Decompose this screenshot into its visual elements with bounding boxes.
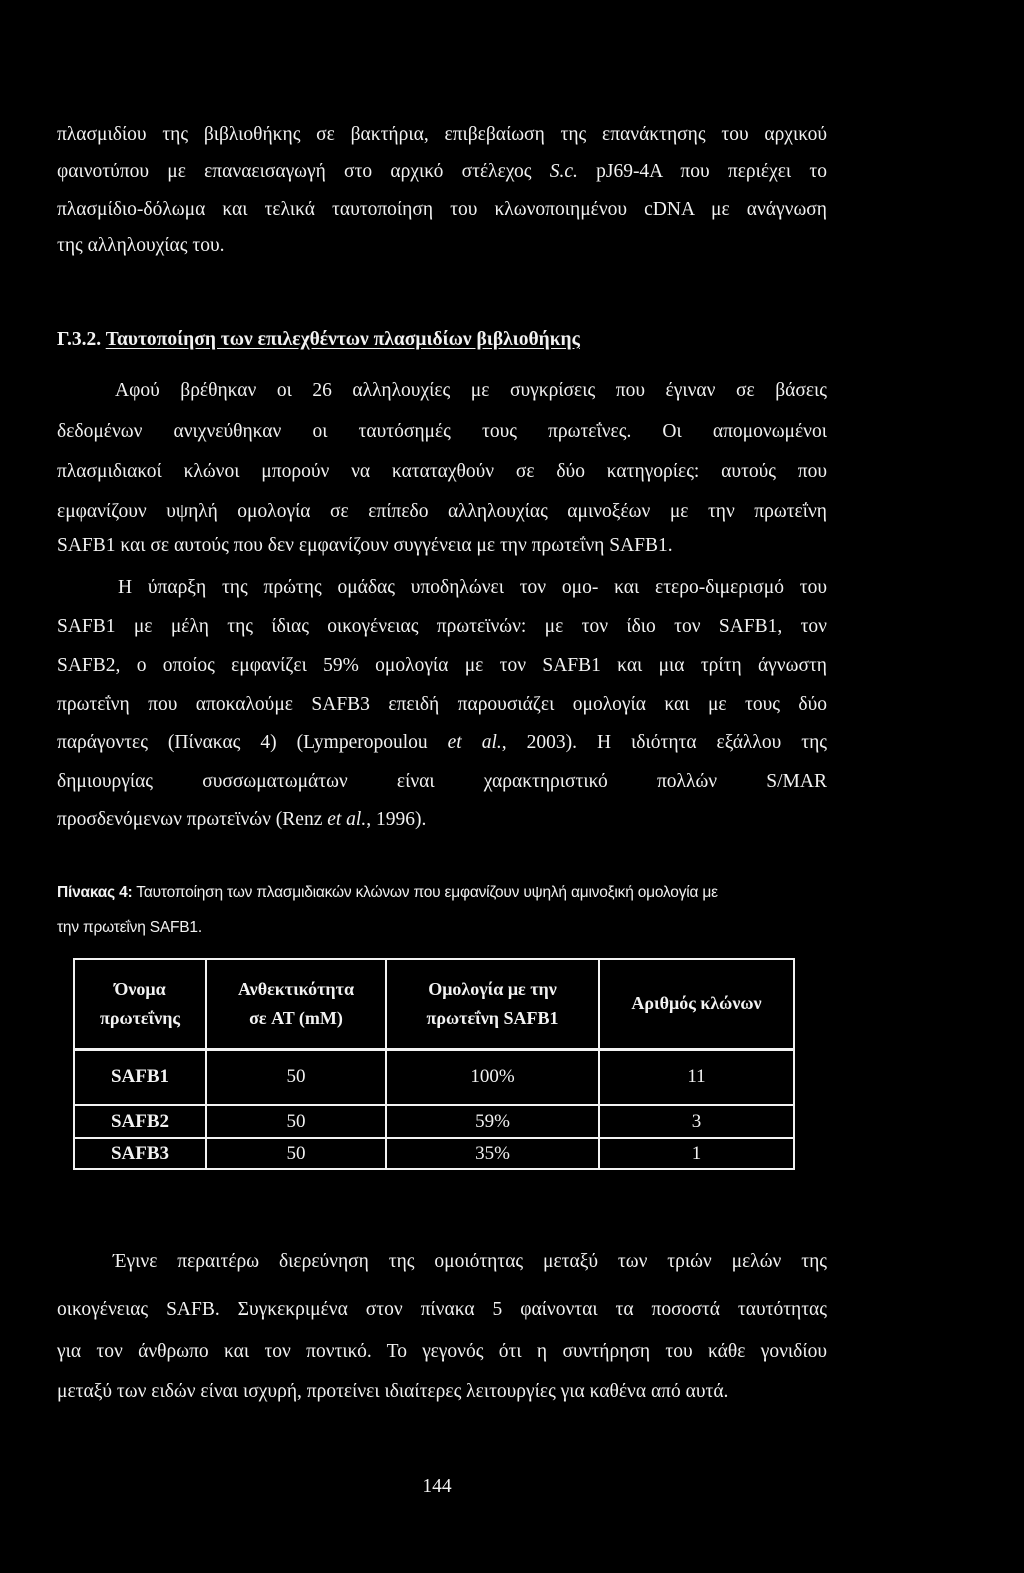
protein-homology-table (73, 958, 795, 1170)
paragraph-2-line-5 (57, 535, 847, 557)
cell-at-resistance: 50 (206, 1138, 386, 1169)
paragraph-3-line-3 (57, 655, 827, 677)
text-segment: Η ύπαρξη της πρώτης ομάδας υποδηλώνει τον ομο- και ετερο-διμερισμό του (118, 577, 827, 598)
paragraph-4-line-2 (57, 1299, 827, 1321)
cell-clone-count: 1 (599, 1138, 794, 1169)
text-segment: δεδομένων ανιχνεύθηκαν οι ταυτόσημές τους πρωτεΐνες. Οι απομονωμένοι (57, 421, 827, 442)
italic-et-al: et al. (447, 732, 502, 753)
cell-protein-name: SAFB1 (74, 1049, 206, 1105)
cell-at-resistance: 50 (206, 1105, 386, 1138)
header-text: Ομολογία με την (428, 978, 557, 999)
cell-clone-count: 11 (599, 1049, 794, 1105)
table-caption-text: την πρωτεΐνη SAFB1. (57, 919, 202, 936)
text-segment: pJ69-4A που περιέχει το (577, 161, 827, 182)
text-segment: Αφού βρέθηκαν οι 26 αλληλουχίες με συγκρίσεις που έγιναν σε βάσεις (115, 380, 827, 401)
table-caption-label: Πίνακας 4: (57, 884, 133, 901)
paragraph-3-line-6 (57, 771, 827, 793)
text-segment: πλασμιδίου της βιβλιοθήκης σε βακτήρια, επιβεβαίωση της επανάκτησης του αρχικού (57, 124, 827, 145)
paragraph-3-line-5 (57, 732, 827, 754)
intro-paragraph-line-3 (57, 199, 827, 221)
header-text: πρωτεΐνη SAFB1 (426, 1007, 559, 1028)
cell-at-resistance: 50 (206, 1049, 386, 1105)
table-caption-line-2 (57, 918, 827, 938)
text-segment: SAFB1 και σε αυτούς που δεν εμφανίζουν συγγένεια με την πρωτεΐνη SAFB1. (57, 535, 673, 556)
table-row (74, 1049, 794, 1105)
paragraph-4-line-1 (113, 1251, 827, 1273)
header-text: Ανθεκτικότητα (238, 978, 354, 999)
paragraph-3-line-1 (118, 577, 827, 599)
italic-species-abbreviation: S.c. (549, 161, 578, 182)
text-segment: SAFB2, ο οποίος εμφανίζει 59% ομολογία με τον SAFB1 και μια τρίτη άγνωστη (57, 655, 827, 676)
text-segment: δημιουργίας συσσωματωμάτων είναι χαρακτηριστικό πολλών S/MAR (57, 771, 827, 792)
cell-clone-count: 3 (599, 1105, 794, 1138)
intro-paragraph-line-1 (57, 124, 827, 146)
text-segment: , 2003). Η ιδιότητα εξάλλου της (501, 732, 827, 753)
text-segment: εμφανίζουν υψηλή ομολογία σε επίπεδο αλληλουχίας αμινοξέων με την πρωτεΐνη (57, 501, 827, 522)
text-segment: για τον άνθρωπο και τον ποντικό. Το γεγονός ότι η συντήρηση του κάθε γονιδίου (57, 1341, 827, 1362)
table-caption-text: Ταυτοποίηση των πλασμιδιακών κλώνων που εμφανίζουν υψηλή αμινοξική ομολογία με (132, 884, 718, 901)
column-header-homology (386, 959, 599, 1049)
paragraph-3-line-4 (57, 694, 827, 716)
cell-homology: 35% (386, 1138, 599, 1169)
table-row (74, 1105, 794, 1138)
paragraph-2-line-3 (57, 461, 827, 483)
text-segment: πλασμιδιακοί κλώνοι μπορούν να καταταχθούν σε δύο κατηγορίες: αυτούς που (57, 461, 827, 482)
cell-protein-name: SAFB3 (74, 1138, 206, 1169)
text-segment: Έγινε περαιτέρω διερεύνηση της ομοιότητας μεταξύ των τριών μελών της (113, 1251, 827, 1272)
text-segment: , 1996). (366, 809, 427, 830)
paragraph-2-line-4 (57, 501, 827, 523)
text-segment: SAFB1 με μέλη της ίδιας οικογένειας πρωτεϊνών: με τον ίδιο τον SAFB1, τον (57, 616, 827, 637)
header-text: πρωτεΐνης (99, 1007, 181, 1028)
cell-homology: 100% (386, 1049, 599, 1105)
header-text: Αριθμός κλώνων (631, 993, 762, 1014)
column-header-at-resistance (206, 959, 386, 1049)
text-segment: πλασμίδιο-δόλωμα και τελικά ταυτοποίηση του κλωνοποιημένου cDNA με ανάγνωση (57, 199, 827, 220)
table-row (74, 1138, 794, 1169)
text-segment: οικογένειας SAFB. Συγκεκριμένα στον πίνακα 5 φαίνονται τα ποσοστά ταυτότητας (57, 1299, 827, 1320)
section-title: Ταυτοποίηση των επιλεχθέντων πλασμιδίων βιβλιοθήκης (105, 329, 580, 350)
section-heading (57, 329, 827, 351)
text-segment: πρωτεΐνη που αποκαλούμε SAFB3 επειδή παρουσιάζει ομολογία και με τους δύο (57, 694, 827, 715)
text-segment: προσδενόμενων πρωτεϊνών (Renz (57, 809, 328, 830)
intro-paragraph-line-4 (57, 235, 847, 257)
text-segment: μεταξύ των ειδών είναι ισχυρή, προτείνει ιδιαίτερες λειτουργίες για καθένα από αυτά. (57, 1381, 729, 1402)
table-caption-line-1 (57, 883, 827, 903)
italic-et-al: et al. (327, 809, 367, 830)
paragraph-2-line-2 (57, 421, 827, 443)
section-number: Γ.3.2. (57, 329, 102, 350)
column-header-clone-count (599, 959, 794, 1049)
text-segment: παράγοντες (Πίνακας 4) (Lymperopoulou (57, 732, 448, 753)
text-segment: της αλληλουχίας του. (57, 235, 225, 256)
page-number: 144 (422, 1476, 452, 1497)
intro-paragraph-line-2 (57, 161, 827, 183)
paragraph-4-line-4 (57, 1381, 847, 1403)
paragraph-4-line-3 (57, 1341, 827, 1363)
paragraph-3-line-7 (57, 809, 847, 831)
text-segment: φαινοτύπου με επαναεισαγωγή στο αρχικό στέλεχος (57, 161, 550, 182)
paragraph-3-line-2 (57, 616, 827, 638)
table-header-row (74, 959, 794, 1049)
column-header-protein-name (74, 959, 206, 1049)
paragraph-2-line-1 (115, 380, 827, 402)
header-text: σε AT (mM) (249, 1007, 343, 1028)
header-text: Όνομα (114, 978, 166, 999)
cell-homology: 59% (386, 1105, 599, 1138)
cell-protein-name: SAFB2 (74, 1105, 206, 1138)
